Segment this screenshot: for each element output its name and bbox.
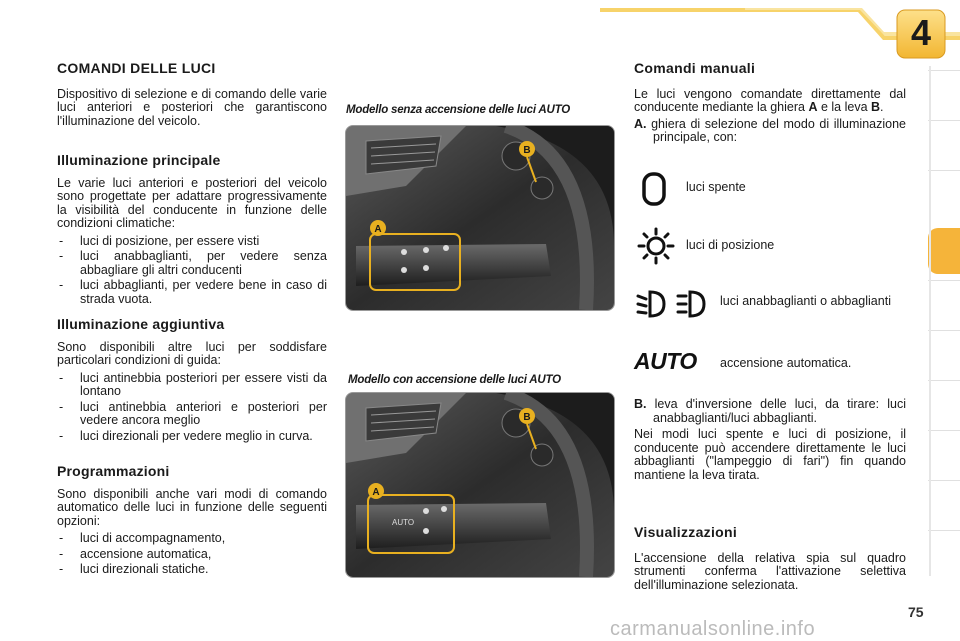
manual-controls-title: Comandi manuali [634, 60, 756, 76]
list-item: - luci di posizione, per essere visti [57, 235, 327, 249]
icon-label-beams: luci anabbaglianti o abbaglianti [720, 294, 891, 308]
list-item: - luci antinebbia posteriori per essere visti da lontano [57, 372, 327, 399]
auto-lights-icon: AUTO [634, 348, 697, 374]
intro-part: Le luci vengono comandate direttamente dal conducente mediante la ghiera [634, 86, 906, 114]
section-title-additional-lighting: Illuminazione aggiuntiva [57, 316, 225, 332]
position-lights-icon [636, 226, 676, 270]
stalk-auto-marking: AUTO [392, 518, 415, 527]
section-text-programming: Sono disponibili anche vari modi di comando automatico delle luci in funzione delle seguenti opzioni: [57, 486, 327, 528]
list-item: - luci direzionali statiche. [57, 563, 327, 577]
section-text-additional-lighting: Sono disponibili altre luci per soddisfare particolari condizioni di guida: [57, 339, 327, 367]
label-a-1: A [374, 224, 382, 235]
manual-controls-intro [634, 88, 906, 115]
caption-without-auto: Modello senza accensione delle luci AUTO [346, 104, 570, 116]
list-main-lighting [57, 235, 327, 307]
item-a-text: ghiera di selezione del modo di illuminazione principale, con: [651, 116, 906, 144]
lights-off-icon [640, 172, 670, 210]
stalk-illustration [346, 126, 614, 310]
photo-stalk-without-auto [345, 125, 615, 311]
intro-end: . [880, 100, 884, 114]
chapter-header [0, 0, 960, 60]
item-a-key: A. [634, 116, 647, 131]
watermark: carmanualsonline.info [610, 618, 816, 640]
icon-label-auto: accensione automatica. [720, 356, 852, 370]
photo-stalk-with-auto [345, 392, 615, 578]
chapter-number: 4 [910, 12, 932, 53]
list-item: - luci anabbaglianti, per vedere senza abbagliare gli altri conducenti [57, 250, 327, 277]
list-item: - accensione automatica, [57, 548, 327, 562]
caption-with-auto: Modello con accensione delle luci AUTO [348, 374, 561, 386]
icon-label-off: luci spente [686, 180, 746, 194]
low-high-beam-icon [634, 288, 714, 324]
tab-rail [926, 66, 936, 576]
right-column [634, 60, 906, 155]
item-b [634, 398, 906, 425]
chapter-title: VISIBILITÀ [762, 13, 854, 32]
list-item: - luci antinebbia anteriori e posteriori per vedere ancora meglio [57, 401, 327, 428]
left-column [57, 60, 327, 589]
page-number: 75 [908, 604, 924, 620]
section-title-main-lighting: Illuminazione principale [57, 152, 221, 168]
item-a [634, 118, 906, 145]
list-additional-lighting [57, 372, 327, 444]
display-text: L'accensione della relativa spia sul quadro strumenti conferma l'attivazione selettiva dell'illuminazione selezionata. [634, 550, 906, 592]
lever-key: B [871, 100, 881, 114]
display-title: Visualizzazioni [634, 524, 738, 540]
item-b-text: leva d'inversione delle luci, da tirare: luci anabbaglianti/luci abbaglianti. [653, 397, 906, 425]
label-a-2: A [372, 487, 380, 498]
list-programming [57, 532, 327, 577]
main-title: COMANDI DELLE LUCI [57, 60, 216, 76]
ring-key: A [808, 100, 818, 114]
list-item: - luci di accompagnamento, [57, 532, 327, 546]
intro-part: e la leva [820, 100, 868, 114]
label-b-2: B [523, 412, 531, 423]
flash-note: Nei modi luci spente e luci di posizione, il conducente può accendere direttamente le luci abbaglianti ("lampeggio di fari") fin quando mantiene la leva tirata. [634, 427, 906, 482]
list-item: - luci abbaglianti, per vedere bene in caso di strada vuota. [57, 279, 327, 306]
intro-text: Dispositivo di selezione e di comando delle varie luci anteriori e posteriori che garantiscono l'illuminazione del veicolo. [57, 86, 327, 128]
item-b-key: B. [634, 397, 647, 411]
right-column-lower [634, 398, 906, 602]
icon-label-position: luci di posizione [686, 238, 775, 252]
stalk-illustration-auto [346, 393, 614, 577]
section-text-main-lighting: Le varie luci anteriori e posteriori del veicolo sono progettate per adattare progressivamente la visibilità del conducente in funzione delle condizioni climatiche: [57, 175, 327, 230]
list-item: - luci direzionali per vedere meglio in curva. [57, 430, 327, 444]
section-title-programming: Programmazioni [57, 463, 170, 479]
label-b-1: B [523, 145, 531, 156]
